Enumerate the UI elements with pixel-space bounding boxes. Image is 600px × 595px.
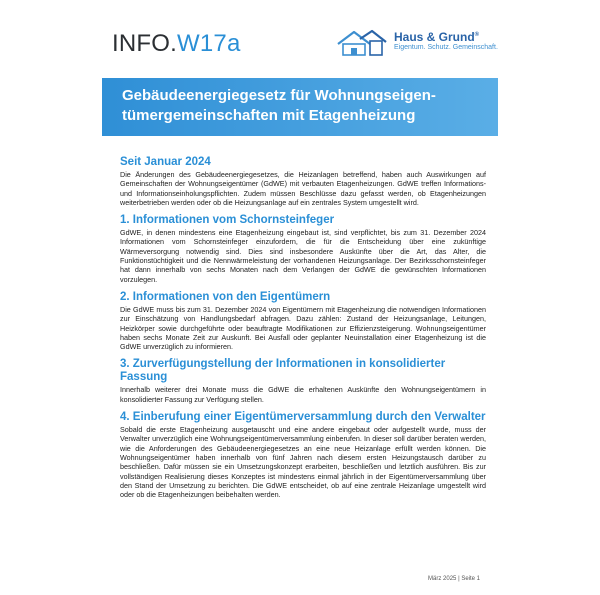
footer-separator: | bbox=[458, 576, 460, 582]
info-prefix: INFO. bbox=[112, 30, 177, 57]
document-title-line-2: tümergemeinschaften mit Etagenheizung bbox=[122, 107, 416, 124]
document-title bbox=[122, 86, 482, 126]
footer-date: März 2025 bbox=[428, 576, 457, 582]
section-text: Die GdWE muss bis zum 31. Dezember 2024 von Eigentümern mit Etagenheizung die notwendigen Informationen zur Einschätzung von Handlungsbedarf abfragen. Dazu zählen: Zustand der Heizungsanlage, Leitungen, Heizkörper sowie durchgeführte oder beauftragte Modifikationen zur Effizienzsteigerung. Wohnungseigentümer haben sechs Monate Zeit zur Auskunft. Bei Ausfall oder geplanter Neuinstallation einer Etagenheizung ist die GdWE unverzüglich zu informieren. bbox=[120, 304, 486, 352]
section-heading: 1. Informationen vom Schornsteinfeger bbox=[120, 214, 335, 227]
haus-und-grund-logo bbox=[334, 28, 498, 58]
page-header bbox=[102, 0, 498, 78]
section-text: Innerhalb weiterer drei Monate muss die GdWE die erhaltenen Auskünfte den Wohnungseigentümern in konsolidierter Fassung zur Verfügung stellen. bbox=[120, 385, 486, 404]
section-heading: 4. Einberufung einer Eigentümerversammlung durch den Verwalter bbox=[120, 411, 486, 424]
footer-page-number: Seite 1 bbox=[461, 576, 480, 582]
section-intro bbox=[120, 156, 486, 207]
logo-wordmark: Haus & Grund® bbox=[394, 30, 480, 44]
section-text: Sobald die erste Etagenheizung ausgetauscht und eine andere eingebaut oder aufgestellt wurde, muss der Verwalter unverzüglich eine Wohnungseigentümerversammlung einberufen. In dieser soll darüber beraten werden, wie die Anforderungen des Gebäudeenergiegesetzes an eine neue Heizanlage erfüllt werden können. Die Wohnungseigentümer haben innerhalb von fünf Jahren nach diesem ersten Heizungstausch darüber zu beschließen. Dafür müssen sie ein Umsetzungskonzept erarbeiten, beschließen und letztlich ausführen. Bis zur vollständigen Realisierung dieses Konzeptes ist mindestens einmal jährlich in der Eigentümerversammlung über den Stand der Umsetzung zu berichten. Die GdWE entscheidet, ob auf eine zentrale Heizanlage umgestellt wird oder ob die Etagenheizungen beibehalten werden. bbox=[120, 425, 486, 500]
page-footer bbox=[428, 576, 480, 582]
house-logo-icon bbox=[334, 28, 390, 58]
section-heading: 2. Informationen von den Eigentümern bbox=[120, 290, 331, 303]
document-title-line-1: Gebäudeenergiegesetz für Wohnungseigen- bbox=[122, 87, 436, 104]
info-title bbox=[112, 30, 241, 58]
section-text: Die Änderungen des Gebäudeenergiegesetzes, die Heizanlagen betreffend, haben auch Auswirkungen auf Gemeinschaften der Wohnungseigentümer (GdWE) mit verbauten Etagenheizungen. GdWE treffen Informations- und Informationseinholungspflichten. Zudem müssen Beschlüsse dazu gefasst werden, ob Etagenheizungen weiterbetrieben werden oder ob die Heizungsanlage auf ein zentrales System umgestellt wird. bbox=[120, 170, 486, 207]
info-code: W17a bbox=[177, 30, 241, 57]
document-body bbox=[120, 156, 486, 506]
title-banner bbox=[102, 78, 498, 136]
logo-tagline: Eigentum. Schutz. Gemeinschaft. bbox=[394, 44, 498, 51]
document-page bbox=[102, 0, 498, 595]
section-heading: Seit Januar 2024 bbox=[120, 156, 211, 168]
section-text: GdWE, in denen mindestens eine Etagenheizung eingebaut ist, sind verpflichtet, bis zum 31. Dezember 2024 Informationen vom Schornsteinfeger einzufordern, die für die Entscheidung über eine zukünftige Wärmeversorgung notwendig sind. Dies sind insbesondere Auskünfte über die Art, das Alter, die Funktionstüchtigkeit und die Nennwärmeleistung der vorhandenen Heizungsanlage. Der Bezirksschornsteinfeger hat dann innerhalb von sechs Monaten nach dem Verlangen der GdWE die gewünschten Informationen vorzulegen. bbox=[120, 228, 486, 284]
section-heading: 3. Zurverfügungstellung der Informationen in konsolidierter Fassung bbox=[120, 358, 446, 384]
section-eigentuemerversammlung bbox=[120, 411, 486, 499]
section-schornsteinfeger bbox=[120, 214, 486, 284]
section-konsolidierte-fassung bbox=[120, 358, 486, 404]
section-eigentuemer bbox=[120, 291, 486, 351]
